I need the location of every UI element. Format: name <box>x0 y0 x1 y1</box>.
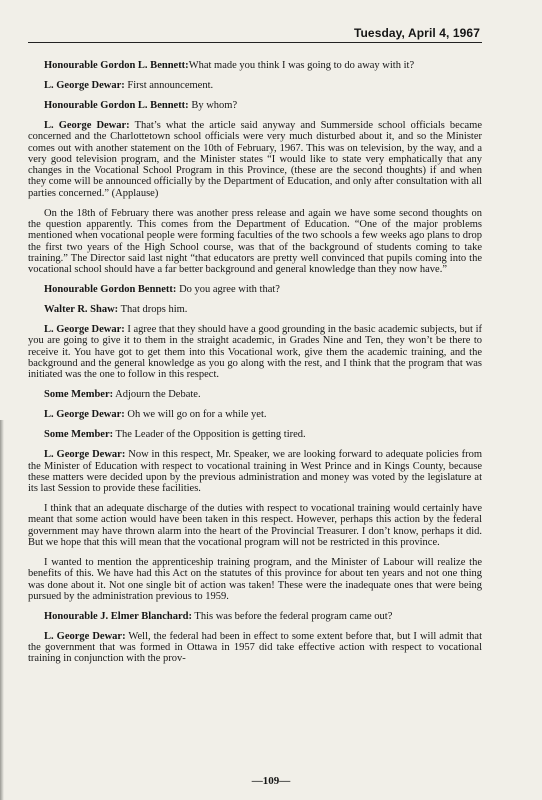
speech-text: That drops him. <box>118 304 188 316</box>
speech-text: Do you agree with that? <box>176 284 280 296</box>
speech-text: This was before the federal program came out? <box>191 610 393 622</box>
header-date: Tuesday, April 4, 1967 <box>353 26 480 40</box>
speech-text: I wanted to mention the apprenticeship training program, and the Minister of Labour will realize the benefits of this. We have had this Act on the statutes of this province for about ten years and not one thing was done about it. Not one single bit of action was taken! These were the inadequate ones that were being pursued by the administration previous to 1959. <box>28 557 482 602</box>
speaker-name: L. George Dewar: <box>44 630 126 642</box>
transcript-paragraph <box>28 389 482 400</box>
speech-text: That’s what the article said anyway and Summerside school officials became concerned and the Charlottetown school officials were very much disturbed about it, and so the Minister comes out with another statement on the 10th of February, 1967. This was on television, by the way, and a very good television program, and the Minister states “I would like to state very emphatically that any changes in the Vocational School Program in this Province, (these are the second thoughts) if and when they come will be announced officially by the Department of Education, and only after consultation with all parties concerned.” (Applause) <box>28 119 482 199</box>
transcript-paragraph <box>28 100 482 111</box>
transcript-paragraph <box>28 631 482 665</box>
speech-text: Now in this respect, Mr. Speaker, we are looking forward to adequate policies from the Minister of Education with respect to vocational training in West Prince and in Kings County, because these matters were decided upon by the previous administration and money was voted by the legislature at its last Session to provide these facilities. <box>28 449 482 495</box>
transcript-paragraph <box>28 611 482 622</box>
transcript-body <box>28 60 482 673</box>
transcript-paragraph <box>28 503 482 548</box>
speaker-name: Some Member: <box>44 429 114 441</box>
transcript-paragraph <box>28 324 482 380</box>
transcript-paragraph <box>28 304 482 315</box>
speaker-name: L. George Dewar: <box>44 449 126 461</box>
speech-text: On the 18th of February there was another press release and again we have some second thoughts on the question apparently. This comes from the Department of Education. “One of the major problems mentioned when vocational people were forming faculties of the two schools a few weeks ago plans to drop the first two years of the High School course, was that of the background of students coming to take training.” The Director said last night “that educators are pretty well convinced that pupils coming into the vocational school should have a far better background and general knowledge than they now have.” <box>28 207 482 276</box>
speaker-name: L. George Dewar: <box>44 324 125 336</box>
speaker-name: L. George Dewar: <box>44 409 125 421</box>
speaker-name: Some Member: <box>44 389 114 401</box>
speech-text: Adjourn the Debate. <box>113 389 201 401</box>
speaker-name: Honourable J. Elmer Blanchard: <box>44 610 192 622</box>
speaker-name: L. George Dewar: <box>44 79 125 91</box>
speaker-name: Walter R. Shaw: <box>44 304 119 316</box>
speaker-name: Honourable Gordon L. Bennett: <box>44 99 189 111</box>
speech-text: Oh we will go on for a while yet. <box>124 409 267 421</box>
transcript-paragraph <box>28 284 482 295</box>
speaker-name: Honourable Gordon L. Bennett: <box>44 60 189 71</box>
transcript-paragraph <box>28 429 482 440</box>
page-header <box>0 0 542 44</box>
transcript-paragraph <box>28 449 482 494</box>
transcript-paragraph <box>28 120 482 199</box>
speech-text: I agree that they should have a good grounding in the basic academic subjects, but if you are going to give it to them in the straight academic, in Grades Nine and Ten, they won’t be there to receive it. You have got to get them into this Vocational work, give them the academic training, and the background and the general knowledge as you go along with the rest, and I think that the program that was initiated was the one to follow in this respect. <box>28 324 482 381</box>
speech-text: I think that an adequate discharge of the duties with respect to vocational training would certainly have meant that some action would have been taken in this respect. However, perhaps this action by the federal government may have thrown alarm into the heart of the Provincial Treasurer. I don’t know, perhaps it did. But we hope that this will mean that the vocational program will not be restricted in this province. <box>28 503 482 549</box>
speech-text: By whom? <box>188 99 238 111</box>
transcript-paragraph <box>28 60 482 71</box>
header-rule <box>28 42 482 43</box>
transcript-paragraph <box>28 80 482 91</box>
page-number: —109— <box>251 775 291 787</box>
transcript-paragraph <box>28 409 482 420</box>
binding-shadow <box>0 420 4 800</box>
transcript-paragraph <box>28 208 482 276</box>
speech-text: Well, the federal had been in effect to some extent before that, but I will admit that the government that was formed in Ottawa in 1957 did take effective action with respect to vocational training in conjunction with the prov- <box>28 630 482 665</box>
speech-text: First announcement. <box>124 79 214 91</box>
transcript-paragraph <box>28 557 482 602</box>
speaker-name: Honourable Gordon Bennett: <box>44 284 177 296</box>
speech-text: What made you think I was going to do away with it? <box>188 60 415 71</box>
speech-text: The Leader of the Opposition is getting tired. <box>113 429 306 441</box>
speaker-name: L. George Dewar: <box>44 119 130 131</box>
